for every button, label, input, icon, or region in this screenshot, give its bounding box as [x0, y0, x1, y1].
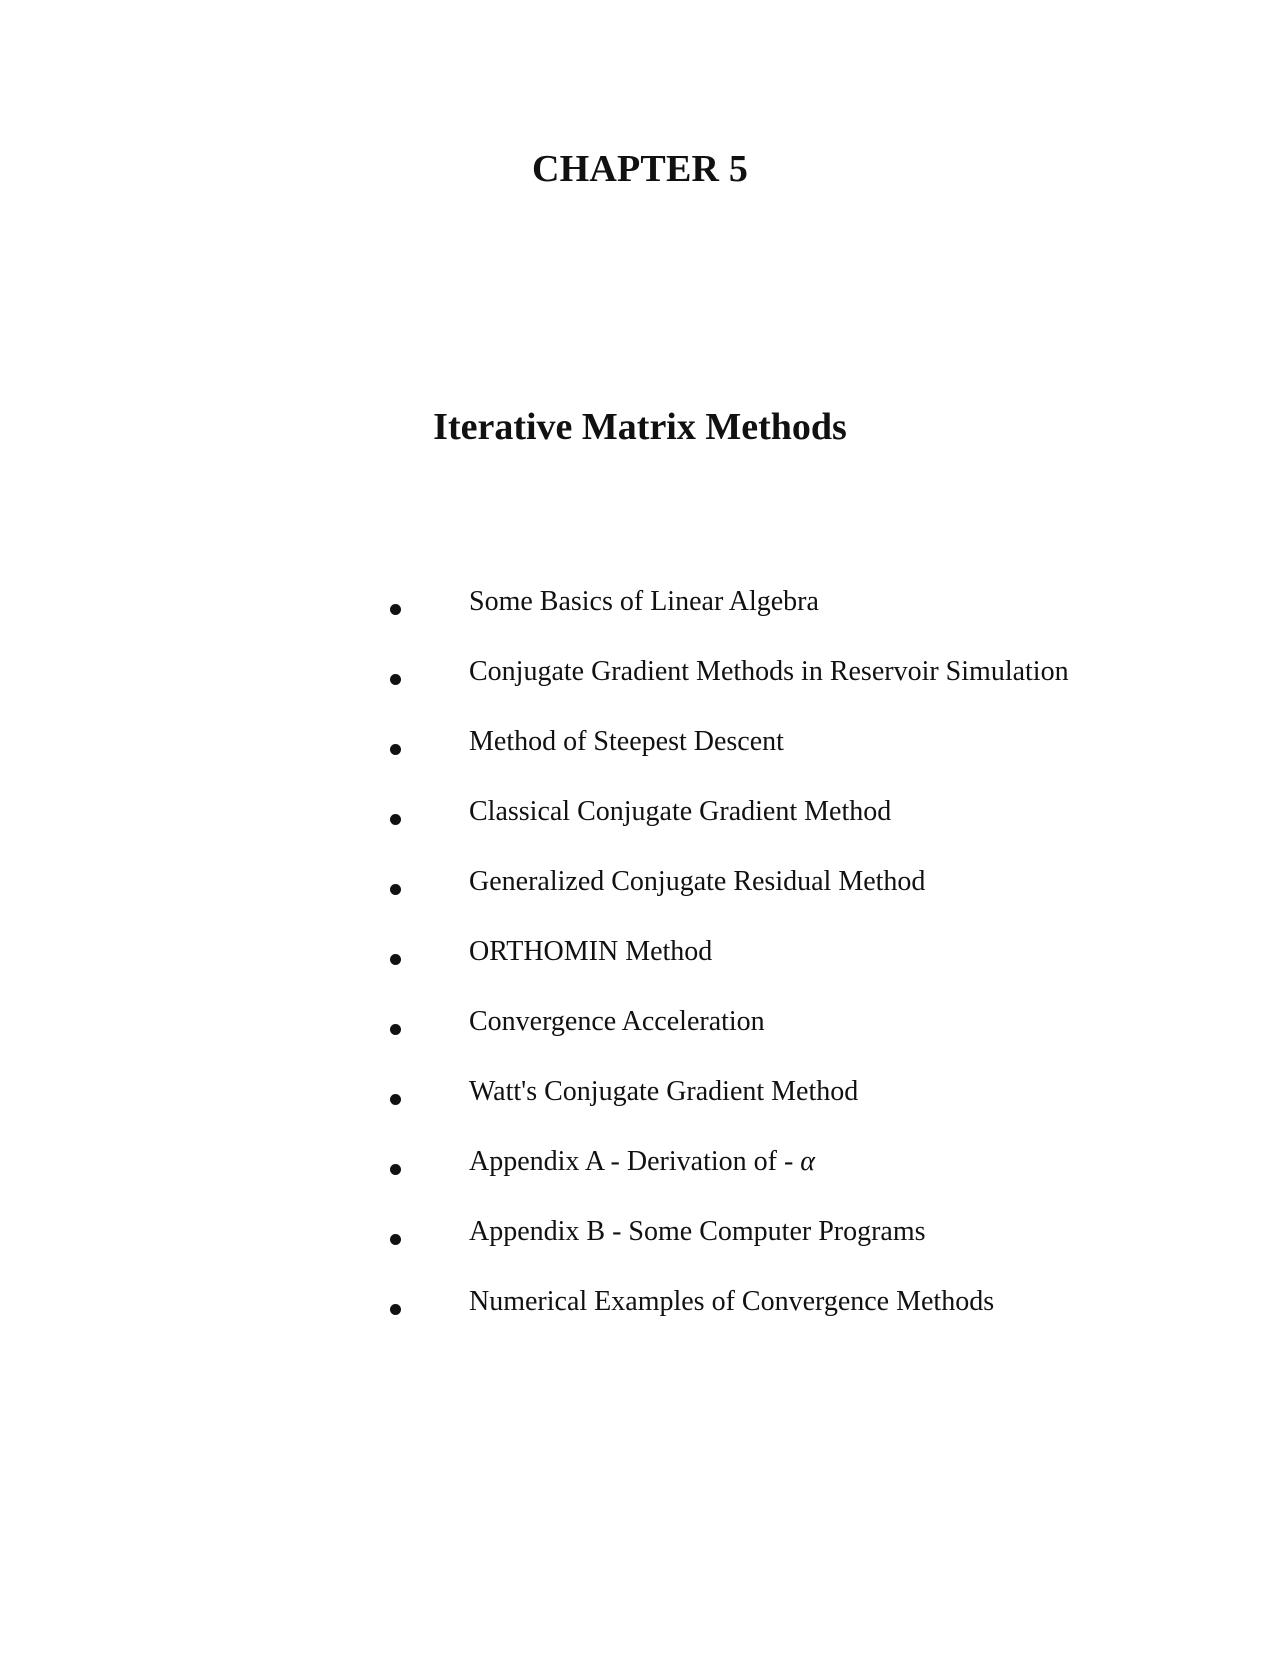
topic-list	[0, 586, 1280, 1364]
chapter-title: Iterative Matrix Methods	[433, 406, 847, 448]
topic-text: Method of Steepest Descent	[469, 726, 784, 757]
topic-text: Conjugate Gradient Methods in Reservoir Simulation	[469, 656, 1069, 687]
chapter-heading: CHAPTER 5	[531, 148, 749, 190]
topic-text-main: Appendix A - Derivation of -	[469, 1146, 801, 1177]
bullet-icon	[390, 814, 401, 825]
topic-text: Generalized Conjugate Residual Method	[469, 866, 926, 897]
bullet-icon	[390, 1094, 401, 1105]
bullet-icon	[390, 604, 401, 615]
list-item	[0, 1286, 1280, 1364]
topic-text: Appendix B - Some Computer Programs	[469, 1216, 926, 1247]
topic-text: Some Basics of Linear Algebra	[469, 586, 819, 617]
alpha-symbol: α	[800, 1146, 815, 1177]
bullet-icon	[390, 954, 401, 965]
bullet-icon	[390, 1024, 401, 1035]
bullet-icon	[390, 744, 401, 755]
topic-text: Numerical Examples of Convergence Methods	[469, 1286, 995, 1317]
bullet-icon	[390, 884, 401, 895]
topic-text: Classical Conjugate Gradient Method	[469, 796, 892, 827]
topic-text: Watt's Conjugate Gradient Method	[469, 1076, 859, 1107]
bullet-icon	[390, 1164, 401, 1175]
bullet-icon	[390, 674, 401, 685]
topic-text: Convergence Acceleration	[469, 1006, 765, 1037]
bullet-icon	[390, 1304, 401, 1315]
topic-text	[469, 1144, 815, 1180]
topic-text: ORTHOMIN Method	[469, 936, 713, 967]
bullet-icon	[390, 1234, 401, 1245]
